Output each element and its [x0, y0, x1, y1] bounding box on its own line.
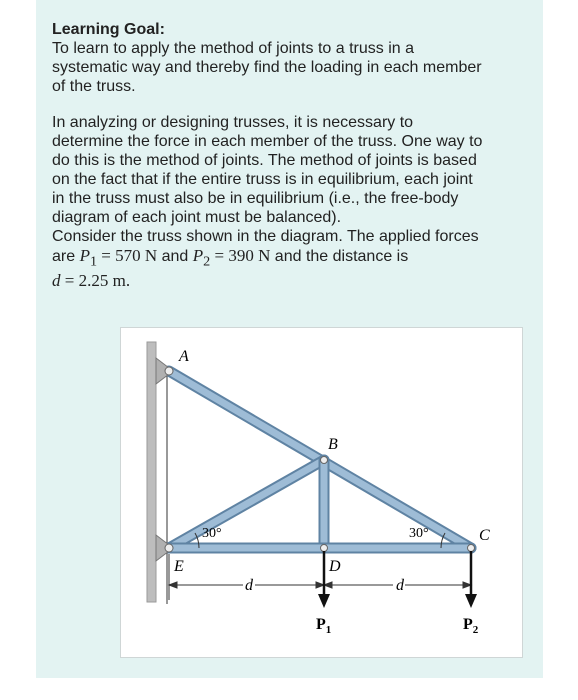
truss-diagram	[121, 328, 522, 657]
intro-line: do this is the method of joints. The method of joints is based	[52, 152, 477, 169]
forces-prefix: are	[52, 248, 80, 265]
label-d: D	[329, 558, 341, 575]
problem-text	[52, 20, 532, 291]
label-c: C	[479, 527, 490, 544]
pin-b	[321, 457, 328, 464]
d-value: 2.25 m.	[78, 271, 131, 291]
dimension-lines	[169, 554, 471, 600]
p1-subscript: 1	[89, 253, 98, 270]
p2-expression: $P_2 = 390$ N	[192, 246, 271, 270]
dimension-label-right: d	[396, 577, 404, 594]
learning-goal-line: of the truss.	[52, 78, 136, 95]
pin-e	[165, 544, 173, 552]
truss-members	[169, 371, 471, 548]
p1-expression: $P_1 = 570$ N	[79, 246, 158, 270]
p2-value: 390 N	[228, 246, 271, 265]
intro-line: determine the force in each member of the truss. One way to	[52, 133, 483, 150]
intro-line: on the fact that if the entire truss is in equilibrium, each joint	[52, 171, 473, 188]
intro-line: in the truss must also be in equilibrium (i.e., the free-body	[52, 190, 459, 207]
label-a: A	[179, 348, 189, 365]
and-text: and	[157, 248, 193, 265]
p1-value: 570 N	[115, 246, 158, 265]
label-b: B	[328, 436, 338, 453]
learning-goal-line: systematic way and thereby find the loading in each member	[52, 59, 482, 76]
pin-c	[468, 545, 475, 552]
learning-goal-heading: Learning Goal:	[52, 21, 165, 38]
d-symbol: d	[52, 271, 61, 291]
pin-a	[165, 367, 173, 375]
distance-line: d = 2.25 m.	[52, 271, 131, 291]
wall	[147, 342, 156, 602]
learning-goal-line: To learn to apply the method of joints to a truss in a	[52, 40, 414, 57]
load-label-p2: $P_2$	[463, 616, 479, 636]
p2-symbol: P	[192, 246, 204, 265]
load-label-p1: $P_1$	[316, 616, 332, 636]
intro-line: diagram of each joint must be balanced).	[52, 209, 342, 226]
angle-label-right: 30°	[409, 526, 429, 541]
dimension-label-left: d	[245, 577, 253, 594]
label-e: E	[174, 558, 184, 575]
intro-line: Consider the truss shown in the diagram. The applied forces	[52, 228, 479, 245]
intro-line: In analyzing or designing trusses, it is necessary to	[52, 114, 414, 131]
forces-line	[52, 246, 532, 271]
distance-text: and the distance is	[270, 248, 409, 265]
truss-figure	[120, 327, 523, 658]
p2-subscript: 2	[203, 253, 211, 270]
p1-symbol: P	[79, 246, 90, 265]
pin-d	[321, 545, 328, 552]
angle-label-left: 30°	[202, 526, 222, 541]
